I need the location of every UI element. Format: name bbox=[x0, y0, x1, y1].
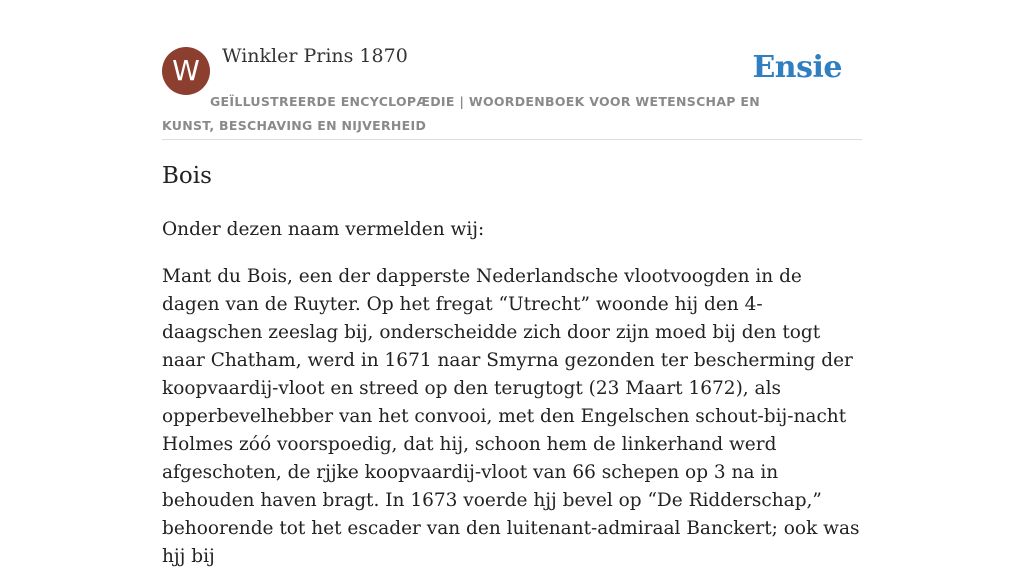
entry-intro: Onder dezen naam vermelden wij: bbox=[162, 219, 485, 240]
entry-title: Bois bbox=[162, 163, 212, 189]
entry-body: Mant du Bois, een der dapperste Nederlandsche vlootvoogden in de dagen van de Ruyter. Op het fregat “Utrecht” woonde hij den 4-daagschen zeeslag bij, onderscheidde zich door zijn moed bij den togt naar Chatham, werd in 1671 naar Smyrna gezonden ter bescherming der koopvaardij-vloot en streed op den terugtogt (23 Maart 1672), als opperbevelhebber van het convooi, met den Engelschen schout-bij-nacht Holmes zóó voorspoedig, dat hij, schoon hem de linkerhand werd afgeschoten, de rjjke koopvaardij-vloot van 66 schepen op 3 na in behouden haven bragt. In 1673 voerde hjj bevel op “De Ridderschap,” behoorende tot het escader van den luitenant-admiraal Banckert; ook was hjj bij bbox=[162, 266, 860, 567]
page-header bbox=[162, 0, 862, 140]
source-title[interactable]: Winkler Prins 1870 bbox=[222, 45, 408, 67]
source-subtitle: GEÏLLUSTREERDE ENCYCLOPÆDIE | WOORDENBOEK VOOR WETENSCHAP EN KUNST, BESCHAVING EN NIJVERHEID bbox=[162, 94, 760, 133]
source-avatar[interactable]: W bbox=[162, 47, 210, 95]
brand-logo[interactable]: Ensie bbox=[752, 50, 842, 85]
page-container bbox=[162, 0, 862, 567]
